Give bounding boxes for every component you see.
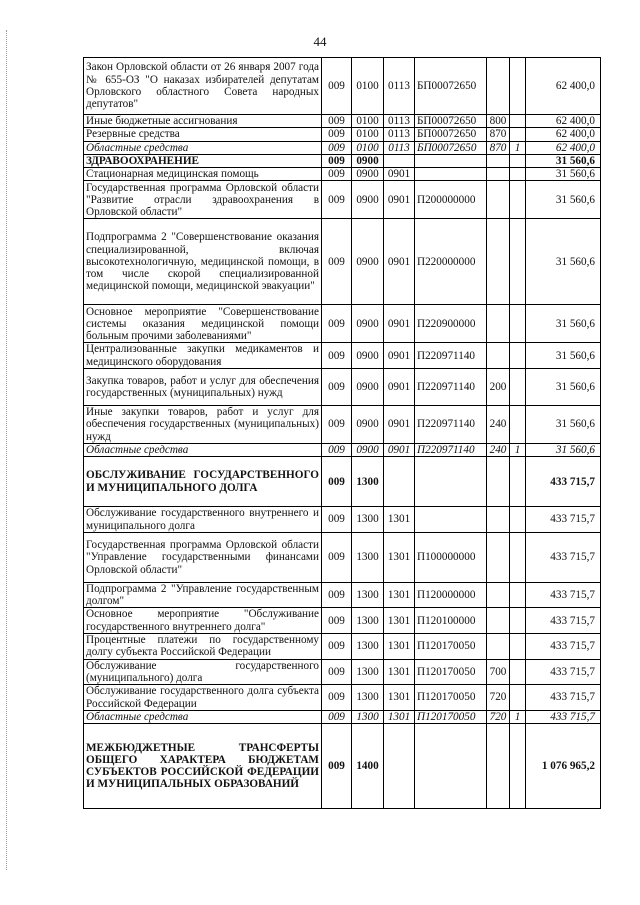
row-funding-source: 1 — [510, 443, 526, 456]
table-row — [84, 608, 601, 634]
table-row — [84, 443, 601, 456]
table-row — [84, 154, 601, 167]
row-name: Закон Орловской области от 26 января 2007 года № 655-ОЗ "О наказах избирателей депутатам Орловского областного Совета народных депутатов" — [84, 58, 322, 115]
row-ministry-code: 009 — [322, 608, 352, 634]
row-ministry-code: 009 — [322, 659, 352, 685]
table-row — [84, 406, 601, 444]
row-target-article: П100000000 — [415, 532, 487, 582]
row-amount: 31 560,6 — [526, 219, 601, 305]
row-target-article: БП00072650 — [415, 141, 487, 154]
row-subsection-code: 0113 — [384, 58, 415, 115]
row-name: Областные средства — [84, 443, 322, 456]
row-expense-type — [487, 634, 510, 660]
row-amount: 433 715,7 — [526, 507, 601, 533]
row-ministry-code: 009 — [322, 457, 352, 507]
row-target-article: П220900000 — [415, 305, 487, 343]
table-row — [84, 532, 601, 582]
table-row — [84, 369, 601, 406]
row-expense-type — [487, 305, 510, 343]
row-name: Основное мероприятие "Обслуживание государственного внутреннего долга" — [84, 608, 322, 634]
row-subsection-code: 0901 — [384, 443, 415, 456]
row-ministry-code: 009 — [322, 128, 352, 141]
row-subsection-code: 0901 — [384, 168, 415, 181]
row-target-article — [415, 168, 487, 181]
row-funding-source — [510, 305, 526, 343]
table-row — [84, 634, 601, 660]
row-name: Закупка товаров, работ и услуг для обеспечения государственных (муниципальных) нужд — [84, 369, 322, 406]
row-funding-source — [510, 369, 526, 406]
row-target-article — [415, 724, 487, 809]
row-amount: 62 400,0 — [526, 115, 601, 128]
row-ministry-code: 009 — [322, 634, 352, 660]
row-ministry-code: 009 — [322, 168, 352, 181]
row-name: Обслуживание государственного долга субъекта Российской Федерации — [84, 685, 322, 711]
row-target-article: П120170050 — [415, 685, 487, 711]
row-name: Областные средства — [84, 710, 322, 723]
row-name: Основное мероприятие "Совершенствование системы оказания медицинской помощи больным прочими заболеваниями" — [84, 305, 322, 343]
table-row — [84, 181, 601, 219]
row-funding-source — [510, 128, 526, 141]
row-section-code: 0900 — [352, 369, 384, 406]
row-subsection-code: 1301 — [384, 608, 415, 634]
row-subsection-code: 1301 — [384, 710, 415, 723]
table-row — [84, 710, 601, 723]
row-target-article: БП00072650 — [415, 115, 487, 128]
row-amount: 31 560,6 — [526, 181, 601, 219]
scan-margin-line — [6, 30, 7, 870]
row-amount: 31 560,6 — [526, 305, 601, 343]
row-expense-type — [487, 532, 510, 582]
row-funding-source — [510, 219, 526, 305]
table-row — [84, 724, 601, 809]
row-target-article: П200000000 — [415, 181, 487, 219]
row-subsection-code: 0901 — [384, 181, 415, 219]
row-target-article: БП00072650 — [415, 58, 487, 115]
row-funding-source: 1 — [510, 710, 526, 723]
row-ministry-code: 009 — [322, 115, 352, 128]
row-amount: 31 560,6 — [526, 154, 601, 167]
row-funding-source — [510, 582, 526, 608]
row-section-code: 0900 — [352, 443, 384, 456]
row-section-code: 0900 — [352, 406, 384, 444]
row-section-code: 1300 — [352, 507, 384, 533]
row-target-article: П120170050 — [415, 659, 487, 685]
row-amount: 433 715,7 — [526, 457, 601, 507]
row-name: Иные закупки товаров, работ и услуг для обеспечения государственных (муниципальных) нужд — [84, 406, 322, 444]
row-target-article: П120100000 — [415, 608, 487, 634]
table-row — [84, 507, 601, 533]
row-ministry-code: 009 — [322, 724, 352, 809]
row-expense-type — [487, 219, 510, 305]
row-name: МЕЖБЮДЖЕТНЫЕ ТРАНСФЕРТЫ ОБЩЕГО ХАРАКТЕРА БЮДЖЕТАМ СУБЪЕКТОВ РОССИЙСКОЙ ФЕДЕРАЦИИ И МУНИЦИПАЛЬНЫХ ОБРАЗОВАНИЙ — [84, 724, 322, 809]
row-ministry-code: 009 — [322, 305, 352, 343]
row-subsection-code: 0113 — [384, 115, 415, 128]
row-amount: 433 715,7 — [526, 710, 601, 723]
budget-table-body — [84, 58, 601, 809]
row-target-article — [415, 507, 487, 533]
row-amount: 433 715,7 — [526, 582, 601, 608]
row-amount: 433 715,7 — [526, 608, 601, 634]
row-target-article: П120170050 — [415, 710, 487, 723]
row-funding-source — [510, 58, 526, 115]
row-section-code: 1300 — [352, 532, 384, 582]
row-subsection-code: 0901 — [384, 305, 415, 343]
row-section-code: 0100 — [352, 141, 384, 154]
row-expense-type — [487, 58, 510, 115]
row-ministry-code: 009 — [322, 532, 352, 582]
row-section-code: 0900 — [352, 343, 384, 369]
row-name: Обслуживание государственного внутреннего и муниципального долга — [84, 507, 322, 533]
row-ministry-code: 009 — [322, 141, 352, 154]
row-subsection-code: 0113 — [384, 141, 415, 154]
row-amount: 433 715,7 — [526, 659, 601, 685]
row-amount: 433 715,7 — [526, 532, 601, 582]
row-funding-source — [510, 659, 526, 685]
row-expense-type: 800 — [487, 115, 510, 128]
row-amount: 31 560,6 — [526, 406, 601, 444]
row-name: Подпрограмма 2 "Совершенствование оказания специализированной, включая высокотехнологичную, медицинской помощи, в том числе скорой специализированной медицинской помощи, медицинской эвакуации" — [84, 219, 322, 305]
row-ministry-code: 009 — [322, 343, 352, 369]
row-ministry-code: 009 — [322, 443, 352, 456]
row-funding-source — [510, 608, 526, 634]
table-row — [84, 582, 601, 608]
row-target-article: П120170050 — [415, 634, 487, 660]
row-section-code: 0100 — [352, 115, 384, 128]
row-funding-source — [510, 685, 526, 711]
row-subsection-code: 0901 — [384, 369, 415, 406]
row-funding-source — [510, 507, 526, 533]
row-funding-source — [510, 532, 526, 582]
row-name: ЗДРАВООХРАНЕНИЕ — [84, 154, 322, 167]
row-funding-source — [510, 115, 526, 128]
row-expense-type — [487, 457, 510, 507]
row-expense-type: 720 — [487, 710, 510, 723]
row-section-code: 1300 — [352, 685, 384, 711]
row-subsection-code — [384, 154, 415, 167]
row-expense-type — [487, 168, 510, 181]
row-name: Стационарная медицинская помощь — [84, 168, 322, 181]
row-target-article: П220971140 — [415, 443, 487, 456]
row-subsection-code: 1301 — [384, 532, 415, 582]
row-name: Процентные платежи по государственному долгу субъекта Российской Федерации — [84, 634, 322, 660]
row-amount: 433 715,7 — [526, 685, 601, 711]
row-expense-type: 200 — [487, 369, 510, 406]
table-row — [84, 219, 601, 305]
budget-table — [83, 57, 601, 809]
row-section-code: 0900 — [352, 219, 384, 305]
row-ministry-code: 009 — [322, 369, 352, 406]
row-amount: 62 400,0 — [526, 128, 601, 141]
row-subsection-code: 0901 — [384, 343, 415, 369]
row-target-article: П220000000 — [415, 219, 487, 305]
row-name: Резервные средства — [84, 128, 322, 141]
page-number: 44 — [313, 34, 327, 49]
row-target-article: П120000000 — [415, 582, 487, 608]
row-ministry-code: 009 — [322, 507, 352, 533]
row-funding-source — [510, 154, 526, 167]
row-expense-type — [487, 608, 510, 634]
row-funding-source — [510, 343, 526, 369]
row-name: Иные бюджетные ассигнования — [84, 115, 322, 128]
row-subsection-code: 0901 — [384, 406, 415, 444]
table-row — [84, 457, 601, 507]
row-name: Подпрограмма 2 "Управление государственным долгом" — [84, 582, 322, 608]
row-target-article: П220971140 — [415, 369, 487, 406]
row-amount: 1 076 965,2 — [526, 724, 601, 809]
row-expense-type — [487, 343, 510, 369]
row-subsection-code: 0113 — [384, 128, 415, 141]
row-target-article — [415, 457, 487, 507]
row-section-code: 1300 — [352, 582, 384, 608]
table-row — [84, 659, 601, 685]
row-expense-type: 240 — [487, 406, 510, 444]
row-expense-type: 870 — [487, 128, 510, 141]
row-ministry-code: 009 — [322, 58, 352, 115]
row-section-code: 0900 — [352, 305, 384, 343]
row-expense-type: 240 — [487, 443, 510, 456]
row-subsection-code: 1301 — [384, 582, 415, 608]
row-expense-type — [487, 724, 510, 809]
row-funding-source: 1 — [510, 141, 526, 154]
row-expense-type — [487, 154, 510, 167]
row-section-code: 1300 — [352, 659, 384, 685]
row-ministry-code: 009 — [322, 219, 352, 305]
row-section-code: 0900 — [352, 168, 384, 181]
row-expense-type — [487, 181, 510, 219]
row-section-code: 0900 — [352, 154, 384, 167]
row-name: Областные средства — [84, 141, 322, 154]
row-ministry-code: 009 — [322, 154, 352, 167]
row-section-code: 0100 — [352, 128, 384, 141]
row-funding-source — [510, 457, 526, 507]
row-name: Государственная программа Орловской области "Управление государственными финансами Орловской области" — [84, 532, 322, 582]
row-amount: 31 560,6 — [526, 168, 601, 181]
row-name: Обслуживание государственного (муниципального) долга — [84, 659, 322, 685]
row-amount: 31 560,6 — [526, 343, 601, 369]
row-expense-type: 720 — [487, 685, 510, 711]
row-subsection-code: 0901 — [384, 219, 415, 305]
row-section-code: 1300 — [352, 457, 384, 507]
row-funding-source — [510, 406, 526, 444]
row-expense-type: 870 — [487, 141, 510, 154]
table-row — [84, 343, 601, 369]
row-subsection-code: 1301 — [384, 507, 415, 533]
row-section-code: 1300 — [352, 634, 384, 660]
row-subsection-code: 1301 — [384, 634, 415, 660]
table-row — [84, 58, 601, 115]
row-target-article: П220971140 — [415, 343, 487, 369]
row-subsection-code — [384, 457, 415, 507]
row-subsection-code — [384, 724, 415, 809]
row-expense-type — [487, 507, 510, 533]
row-funding-source — [510, 724, 526, 809]
row-subsection-code: 1301 — [384, 659, 415, 685]
row-amount: 31 560,6 — [526, 443, 601, 456]
table-row — [84, 305, 601, 343]
row-name: Централизованные закупки медикаментов и медицинского оборудования — [84, 343, 322, 369]
row-funding-source — [510, 181, 526, 219]
table-row — [84, 141, 601, 154]
row-expense-type: 700 — [487, 659, 510, 685]
table-row — [84, 128, 601, 141]
row-amount: 433 715,7 — [526, 634, 601, 660]
row-ministry-code: 009 — [322, 406, 352, 444]
row-section-code: 0100 — [352, 58, 384, 115]
row-section-code: 1300 — [352, 710, 384, 723]
row-name: Государственная программа Орловской области "Развитие отрасли здравоохранения в Орловской области" — [84, 181, 322, 219]
row-ministry-code: 009 — [322, 181, 352, 219]
table-row — [84, 168, 601, 181]
row-amount: 62 400,0 — [526, 141, 601, 154]
row-funding-source — [510, 168, 526, 181]
row-section-code: 1300 — [352, 608, 384, 634]
row-ministry-code: 009 — [322, 685, 352, 711]
row-section-code: 1400 — [352, 724, 384, 809]
row-amount: 62 400,0 — [526, 58, 601, 115]
row-target-article: БП00072650 — [415, 128, 487, 141]
row-subsection-code: 1301 — [384, 685, 415, 711]
row-ministry-code: 009 — [322, 710, 352, 723]
row-target-article — [415, 154, 487, 167]
table-row — [84, 685, 601, 711]
row-ministry-code: 009 — [322, 582, 352, 608]
row-funding-source — [510, 634, 526, 660]
row-target-article: П220971140 — [415, 406, 487, 444]
row-name: ОБСЛУЖИВАНИЕ ГОСУДАРСТВЕННОГО И МУНИЦИПАЛЬНОГО ДОЛГА — [84, 457, 322, 507]
table-row — [84, 115, 601, 128]
row-expense-type — [487, 582, 510, 608]
row-section-code: 0900 — [352, 181, 384, 219]
row-amount: 31 560,6 — [526, 369, 601, 406]
